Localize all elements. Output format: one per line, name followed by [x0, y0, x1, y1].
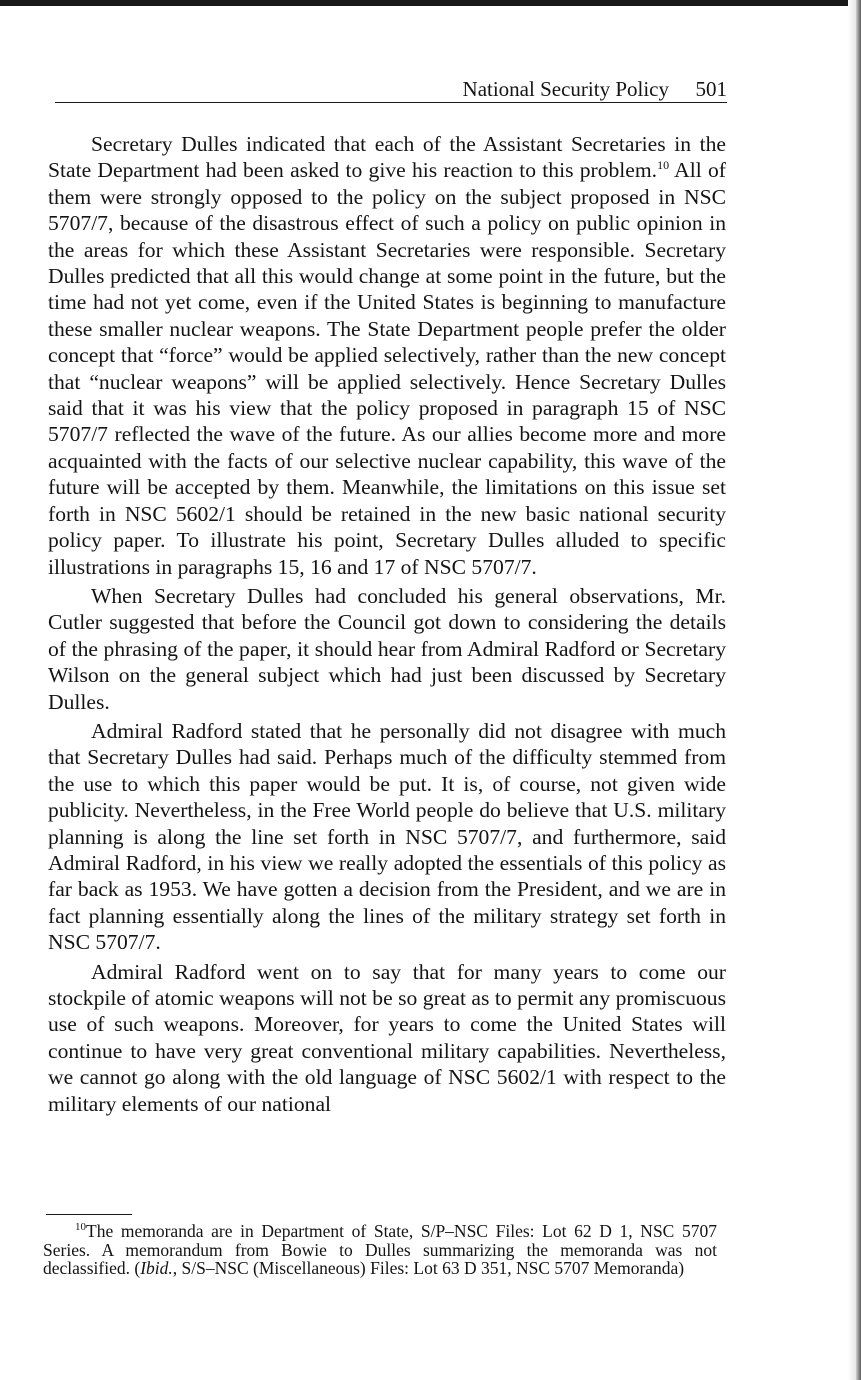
paragraph-3: Admiral Radford stated that he personally did not disagree with much that Secretary Dulles had said. Perhaps much of the difficulty stemmed from the use to which this paper would be put. It is, of course, not given wide publicity. Nevertheless, in the Free World people do believe that U.S. military planning is along the line set forth in NSC 5707/7, and furthermore, said Admiral Radford, in his view we really adopted the essentials of this policy as far back as 1953. We have gotten a decision from the President, and we are in fact planning essentially along the lines of the military strategy set forth in NSC 5707/7. [48, 718, 726, 955]
paragraph-1-text-b: All of them were strongly opposed to the policy on the subject proposed in NSC 5707/7, because of the disastrous effect of such a policy on public opinion in the areas for which these Assistant Secretaries were responsible. Secretary Dulles predicted that all this would change at some point in the future, but the time had not yet come, even if the United States is beginning to manufacture these smaller nuclear weapons. The State Department people prefer the older concept that “force” would be applied selectively, rather than the new concept that “nuclear weapons” will be applied selectively. Hence Secretary Dulles said that it was his view that the policy proposed in paragraph 15 of NSC 5707/7 reflected the wave of the future. As our allies become more and more acquainted with the facts of our selective nuclear capability, this wave of the future will be accepted by them. Meanwhile, the limitations on this issue set forth in NSC 5602/1 should be retained in the new basic national security policy paper. To illustrate his point, Secretary Dulles alluded to specific illustrations in paragraphs 15, 16 and 17 of NSC 5707/7. [48, 158, 726, 579]
running-title: National Security Policy [462, 77, 669, 101]
footnote-ref-10: 10 [657, 158, 670, 173]
footnote-10 [43, 1222, 717, 1278]
page-right-edge [856, 0, 861, 1380]
paragraph-4: Admiral Radford went on to say that for many years to come our stockpile of atomic weapons will not be so great as to permit any promiscuous use of such weapons. Moreover, for years to come the United States will continue to have very great conventional military capabilities. Nevertheless, we cannot go along with the old language of NSC 5602/1 with respect to the military elements of our national [48, 959, 726, 1116]
footnote-text-a: The memoranda are in Department of State, S/P–NSC Files: Lot 62 D 1, NSC 5707 Series. A memorandum from Bowie to Dulles summarizing the memoranda was not declassified. ( [43, 1221, 717, 1278]
paragraph-1 [48, 131, 726, 580]
running-head [55, 76, 727, 103]
footnote-ibid: Ibid. [140, 1258, 173, 1278]
footnote-text-b: , S/S–NSC (Miscellaneous) Files: Lot 63 D 351, NSC 5707 Memoranda) [172, 1258, 685, 1278]
footnote-number: 10 [75, 1221, 86, 1234]
paragraph-1-text-a: Secretary Dulles indicated that each of the Assistant Secretaries in the State Department had been asked to give his reaction to this problem. [48, 132, 726, 183]
paragraph-2: When Secretary Dulles had concluded his general observations, Mr. Cutler suggested that before the Council got down to considering the details of the phrasing of the paper, it should hear from Admiral Radford or Secretary Wilson on the general subject which had just been discussed by Secretary Dulles. [48, 583, 726, 714]
page-top-edge [0, 0, 861, 6]
footnote-rule [46, 1214, 132, 1215]
body-text [48, 131, 726, 1117]
page-binding-shadow [848, 0, 856, 1380]
page-number: 501 [695, 77, 727, 101]
